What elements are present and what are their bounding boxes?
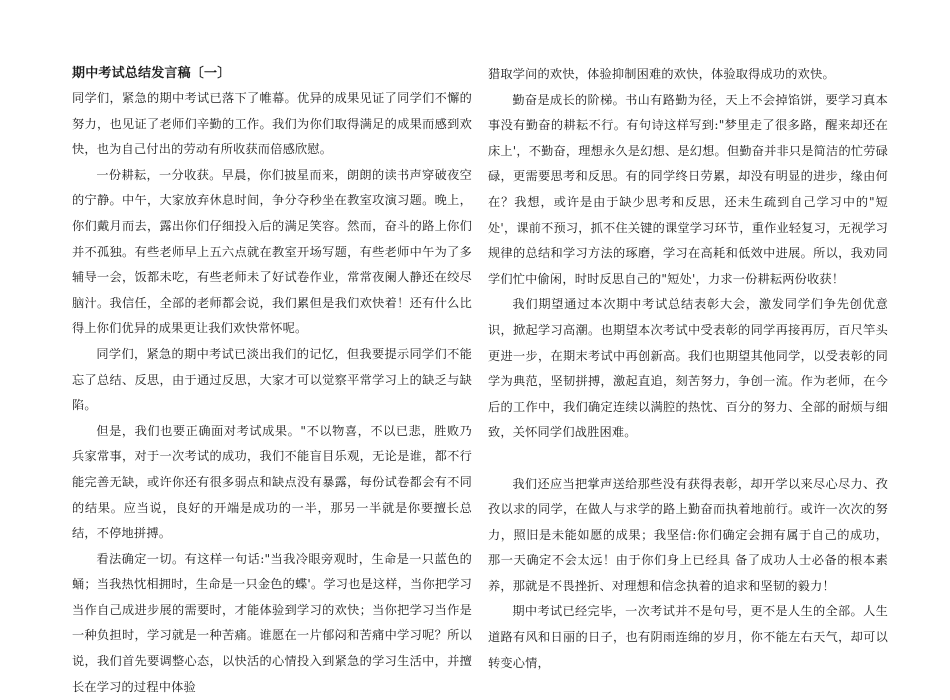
- document-title: 期中考试总结发言稿〔一〕: [72, 66, 231, 81]
- paragraph: 同学们，紧急的期中考试已落下了帷幕。优异的成果见证了同学们不懈的努力，也见证了老师们辛勤的工作。我们为你们取得满足的成果而感到欢快，也为自己付出的劳动有所收获而倍感欣慰。: [72, 91, 472, 157]
- left-column: [72, 62, 472, 700]
- paragraph: 看法确定一切。有这样一句话:"当我冷眼旁观时，生命是一只蓝色的蛹；当我热忱相拥时，生命是一只金色的蝶'。学习也是这样，当你把学习当作自己成进步展的需要时，才能体验到学习的欢快；当你把学习当作是一种负担时，学习就是一种苦痛。谁愿在一片郁闷和苦痛中学习呢？所以说，我们首先要调整心态，以快活的心情投入到紧急的学习生活中，并擅长在学习的过程中体验: [72, 551, 472, 694]
- paragraph: 一份耕耘，一分收获。早晨，你们披星而来，朗朗的读书声穿破夜空的宁静。中午，大家放弃休息时间，争分夺秒坐在教室攻演习题。晚上，你们戴月而去，露出你们仔细投入后的满足笑容。然而，奋斗的路上你们并不孤独。有些老师早上五六点就在教室开场写题，有些老师中午为了多辅导一会，饭都未吃，有些老师未了好试卷作业，常常夜阑人静还在绞尽脑汁。我信任，全部的老师都会说，我们累但是我们欢快着！还有什么比得上你们优异的成果更让我们欢快常怀呢。: [72, 167, 472, 336]
- paragraph: 我们期望通过本次期中考试总结表彰大会，激发同学们争先创优意识，掀起学习高潮。也期望本次考试中受表彰的同学再接再厉，百尺竿头更进一步，在期末考试中再创新高。我们也期望其他同学，以受表彰的同学为典范，坚韧拼搏，激起直追，刻苦努力，争创一流。作为老师，在今后的工作中，我们确定连续以满腔的热忱、百分的努力、全部的耐烦与细致，关怀同学们战胜困难。: [488, 297, 888, 440]
- paragraph: 但是，我们也要正确面对考试成果。"不以物喜，不以已悲，胜败乃兵家常事，对于一次考试的成功，我们不能盲目乐观，无论是谁，都不行能完善无缺，或许你还有很多弱点和缺点没有暴露，每份试卷都会有不同的结果。应当说，良好的开端是成功的一半，那另一半就是你要擅长总结，不停地拼搏。: [72, 423, 472, 541]
- right-column: [488, 62, 888, 676]
- paragraph: 猎取学问的欢快，体验抑制困难的欢快，体验取得成功的欢快。: [488, 67, 835, 81]
- paragraph: 同学们，紧急的期中考试已淡出我们的记忆，但我要提示同学们不能忘了总结、反思，由于通过反思，大家才可以觉察平常学习上的缺乏与缺陷。: [72, 346, 472, 413]
- paragraph: 我们还应当把掌声送给那些没有获得表彰，却开学以来尽心尽力、孜孜以求的同学，在做人与求学的路上勤奋而执着地前行。或许一次次的努力，照旧是未能如愿的成果；我坚信:你们确定会拥有属于自己的成功，那一天确定不会太远！由于你们身上已经具 备了成功人士必备的根本素养，那就是不畏挫折、对理想和信念执着的追求和坚韧的毅力！: [488, 476, 888, 593]
- paragraph: 勤奋是成长的阶梯。书山有路勤为径，天上不会掉馅饼，要学习真本事没有勤奋的耕耘不行。有句诗这样写到:"梦里走了很多路，醒来却还在床上'，不勤奋，理想永久是幻想、是幻想。但勤奋并非只是简洁的忙劳碌碌，更需要思考和反思。有的同学终日劳累，却没有明显的进步，缘由何在？我想，或许是由于缺少思考和反思，还未生疏到自己学习中的"短处'，课前不预习，抓不住关键的课堂学习环节，重作业轻复习，无视学习规律的总结和学习方法的琢磨，学习在高耗和低效中进展。所以，我劝同学们忙中偷闲，时时反思自己的"短处'，力求一份耕耘两份收获！: [488, 92, 888, 286]
- paragraph-spacer: [488, 446, 888, 472]
- paragraph: 期中考试已经完毕，一次考试并不是句号，更不是人生的全部。人生道路有风和日丽的日子，也有阴雨连绵的岁月，你不能左右天气，却可以转变心情，: [488, 604, 888, 670]
